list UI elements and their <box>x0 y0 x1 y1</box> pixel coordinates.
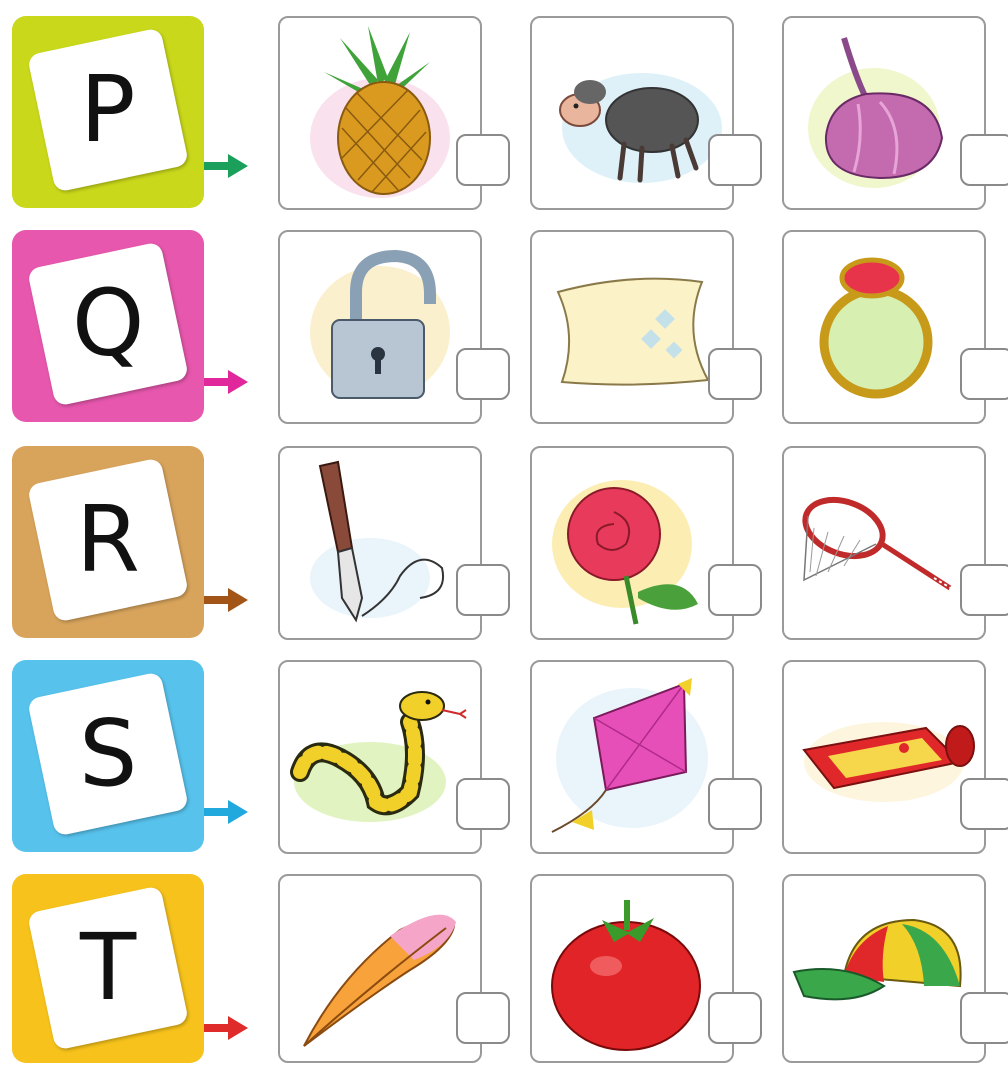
letter-card <box>27 241 189 406</box>
answer-checkbox[interactable] <box>960 564 1008 616</box>
letter-tile-r <box>12 446 204 638</box>
answer-checkbox[interactable] <box>708 564 762 616</box>
rug-icon <box>784 662 986 854</box>
letter-tile-p <box>12 16 204 208</box>
feather-icon <box>280 876 482 1063</box>
rose-icon <box>532 448 734 640</box>
arrow-right-icon <box>202 1014 250 1042</box>
picture-card-feather <box>278 874 482 1063</box>
answer-checkbox[interactable] <box>708 348 762 400</box>
answer-checkbox[interactable] <box>456 348 510 400</box>
ring-icon <box>784 232 986 424</box>
answer-checkbox[interactable] <box>960 778 1008 830</box>
answer-checkbox[interactable] <box>456 564 510 616</box>
letter-card <box>27 885 189 1050</box>
picture-card-rose <box>530 446 734 640</box>
tomato-icon <box>532 876 734 1063</box>
letter-label: T <box>79 914 137 1022</box>
letter-card <box>27 671 189 836</box>
row-t <box>0 874 1008 1074</box>
picture-card-pineapple <box>278 16 482 210</box>
picture-card-rug <box>782 660 986 854</box>
picture-card-cap <box>782 874 986 1063</box>
answer-checkbox[interactable] <box>960 134 1008 186</box>
answer-checkbox[interactable] <box>456 778 510 830</box>
arrow-right-icon <box>202 586 250 614</box>
picture-card-snake <box>278 660 482 854</box>
picture-card-onion <box>782 16 986 210</box>
letter-tile-q <box>12 230 204 422</box>
picture-card-net <box>782 446 986 640</box>
arrow-right-icon <box>202 798 250 826</box>
row-q <box>0 230 1008 430</box>
letter-label: S <box>78 700 138 807</box>
cap-icon <box>784 876 986 1063</box>
pillow-icon <box>532 232 734 424</box>
letter-card <box>27 27 189 192</box>
pen-icon <box>280 448 482 640</box>
row-s <box>0 660 1008 860</box>
pineapple-icon <box>280 18 482 210</box>
picture-card-pen <box>278 446 482 640</box>
picture-card-sheep <box>530 16 734 210</box>
letter-tile-t <box>12 874 204 1063</box>
kite-icon <box>532 662 734 854</box>
answer-checkbox[interactable] <box>456 992 510 1044</box>
picture-card-ring <box>782 230 986 424</box>
arrow-right-icon <box>202 152 250 180</box>
letter-label: R <box>76 486 140 593</box>
snake-icon <box>280 662 482 854</box>
picture-card-tomato <box>530 874 734 1063</box>
padlock-icon <box>280 232 482 424</box>
letter-card <box>27 457 189 622</box>
picture-card-pillow <box>530 230 734 424</box>
letter-label: P <box>80 56 136 164</box>
answer-checkbox[interactable] <box>960 992 1008 1044</box>
arrow-right-icon <box>202 368 250 396</box>
row-p <box>0 16 1008 216</box>
letter-tile-s <box>12 660 204 852</box>
answer-checkbox[interactable] <box>708 778 762 830</box>
net-icon <box>784 448 986 640</box>
picture-card-kite <box>530 660 734 854</box>
sheep-icon <box>532 18 734 210</box>
picture-card-padlock <box>278 230 482 424</box>
answer-checkbox[interactable] <box>708 992 762 1044</box>
onion-icon <box>784 18 986 210</box>
answer-checkbox[interactable] <box>960 348 1008 400</box>
letter-label: Q <box>71 270 145 378</box>
answer-checkbox[interactable] <box>708 134 762 186</box>
row-r <box>0 446 1008 646</box>
answer-checkbox[interactable] <box>456 134 510 186</box>
